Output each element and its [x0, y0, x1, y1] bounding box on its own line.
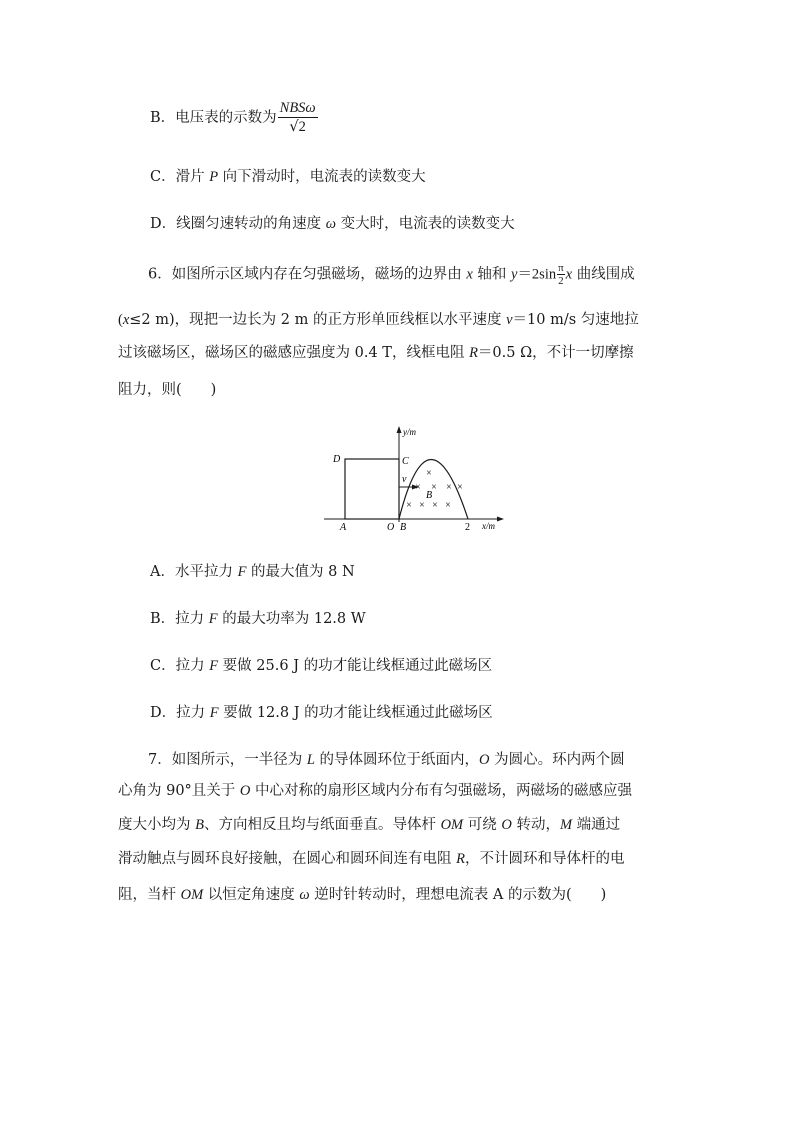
- option-label: B．: [150, 611, 176, 627]
- q6-option-b: [150, 609, 366, 629]
- question-text: 的导体圆环位于纸面内，: [314, 752, 480, 768]
- pi-over-two: [557, 262, 565, 287]
- field-cross: ×: [415, 482, 421, 493]
- question-text: ＝0.5 Ω，不计一切摩擦: [477, 345, 634, 361]
- q6-line-4: [118, 380, 216, 400]
- fraction-denominator: 2: [298, 119, 306, 135]
- question-text: 如图所示区域内存在匀强磁场，磁场的边界由: [171, 266, 467, 283]
- option-c-prev: [150, 167, 426, 187]
- option-text: 要做 25.6 J 的功才能让线框通过此磁场区: [218, 658, 493, 674]
- option-label: D．: [150, 705, 177, 721]
- label-v: v: [402, 474, 407, 485]
- q6-option-d: [150, 703, 493, 723]
- option-b-prev: [150, 100, 319, 136]
- field-cross: ×: [432, 500, 438, 511]
- variable: x: [466, 266, 473, 283]
- question-text: 轴和: [472, 266, 511, 283]
- q7-line-3: [118, 815, 620, 835]
- field-cross: ×: [419, 500, 425, 511]
- variable: L: [306, 752, 315, 768]
- question-text: 曲线围成: [572, 266, 635, 283]
- equation: ＝2sin: [517, 266, 557, 283]
- variable: F: [237, 564, 247, 580]
- x-axis-arrow: [497, 517, 504, 522]
- variable: x: [122, 312, 130, 328]
- label-o: O: [387, 522, 395, 533]
- option-text: 线圈匀速转动的角速度: [176, 216, 326, 232]
- fraction-numerator: π: [558, 262, 564, 274]
- variable: M: [559, 817, 573, 833]
- option-text: 要做 12.8 J 的功才能让线框通过此磁场区: [218, 705, 493, 721]
- variable: O: [479, 752, 490, 768]
- question-text: 以恒定角速度: [203, 887, 300, 903]
- option-label: B．: [150, 110, 176, 126]
- question-text: 、方向相反且均与纸面垂直。导体杆: [203, 817, 441, 833]
- label-c: C: [402, 456, 409, 467]
- question-text: 端通过: [572, 817, 621, 833]
- question-text: 如图所示，一半径为: [171, 752, 307, 768]
- option-label: C．: [150, 658, 176, 674]
- question-text: 滑动触点与圆环良好接触，在圆心和圆环间连有电阻: [118, 851, 457, 867]
- question-text: 为圆心。环内两个圆: [489, 752, 625, 768]
- square-frame: [345, 459, 399, 519]
- magnetic-field-figure: [322, 422, 512, 534]
- variable: R: [456, 851, 465, 867]
- y-axis-arrow: [397, 426, 402, 433]
- x-axis-label: x/m: [482, 521, 495, 531]
- option-label: C．: [150, 169, 176, 185]
- question-number: 6．: [148, 266, 172, 283]
- variable: OM: [180, 887, 204, 903]
- q6-line-1: [148, 262, 635, 287]
- variable: y: [511, 266, 518, 283]
- option-label: D．: [150, 216, 177, 232]
- fraction-denominator: 2: [558, 275, 564, 287]
- option-text: 拉力: [176, 705, 210, 721]
- field-cross: ×: [426, 468, 432, 479]
- question-text: 过该磁场区，磁场区的磁感应强度为 0.4 T，线框电阻: [118, 345, 470, 361]
- option-d-prev: [150, 214, 515, 234]
- label-d: D: [333, 454, 341, 465]
- option-text: 水平拉力: [174, 564, 238, 580]
- label-a: A: [340, 522, 347, 533]
- question-text: (: [118, 312, 123, 328]
- question-text: 度大小均为: [118, 817, 196, 833]
- q7-line-1: [148, 750, 625, 770]
- fraction-numerator: NBSω: [279, 100, 316, 116]
- variable: ω: [299, 887, 310, 903]
- variable: F: [209, 658, 219, 674]
- variable: F: [209, 705, 219, 721]
- y-axis-label: y/m: [403, 427, 416, 437]
- variable: v: [506, 312, 513, 328]
- option-text: 电压表的示数为: [175, 110, 277, 126]
- q6-line-2: [118, 310, 639, 330]
- variable: x: [565, 266, 573, 283]
- option-text: 的最大功率为 12.8 W: [217, 611, 366, 627]
- variable: B: [195, 817, 204, 833]
- question-number: 7．: [148, 752, 172, 768]
- field-cross: ×: [406, 500, 412, 511]
- variable: OM: [440, 817, 464, 833]
- question-text: 中心对称的扇形区域内分布有匀强磁场，两磁场的磁感应强: [250, 783, 633, 799]
- q6-line-3: [118, 343, 634, 363]
- fraction: [278, 100, 318, 136]
- field-cross: ×: [445, 500, 451, 511]
- field-cross: ×: [457, 482, 463, 493]
- question-text: ，不计圆环和导体杆的电: [464, 851, 625, 867]
- field-cross: ×: [446, 482, 452, 493]
- label-b-point: B: [400, 522, 407, 533]
- label-two: 2: [465, 522, 470, 533]
- question-text: 阻，当杆: [118, 887, 181, 903]
- option-label: A．: [150, 564, 175, 580]
- variable: ω: [325, 216, 336, 232]
- option-text: 滑片: [175, 169, 210, 185]
- question-text: ≤2 m)，现把一边长为 2 m 的正方形单匝线框以水平速度: [129, 312, 507, 328]
- q6-option-c: [150, 656, 492, 676]
- question-text: 心角为 90°且关于: [118, 783, 240, 799]
- sqrt-sign: √: [289, 119, 299, 135]
- option-text: 的最大值为 8 N: [246, 564, 355, 580]
- q7-line-2: [118, 781, 632, 801]
- question-text: 逆时针转动时，理想电流表 A 的示数为( ): [309, 887, 607, 903]
- question-text: 可绕: [463, 817, 502, 833]
- question-text: 阻力，则( ): [118, 382, 217, 398]
- variable: P: [209, 169, 219, 185]
- variable: O: [501, 817, 512, 833]
- option-text: 拉力: [175, 658, 210, 674]
- field-cross: ×: [431, 482, 437, 493]
- variable: F: [208, 611, 218, 627]
- q6-option-a: [150, 562, 355, 582]
- label-b-field: B: [426, 490, 433, 501]
- question-text: ＝10 m/s 匀速地拉: [512, 312, 639, 328]
- variable: R: [469, 345, 478, 361]
- option-text: 向下滑动时，电流表的读数变大: [218, 169, 426, 185]
- question-text: 转动，: [511, 817, 560, 833]
- q7-line-4: [118, 849, 624, 869]
- option-text: 拉力: [175, 611, 209, 627]
- option-text: 变大时，电流表的读数变大: [336, 216, 515, 232]
- variable: O: [239, 783, 251, 799]
- q7-line-5: [118, 885, 606, 905]
